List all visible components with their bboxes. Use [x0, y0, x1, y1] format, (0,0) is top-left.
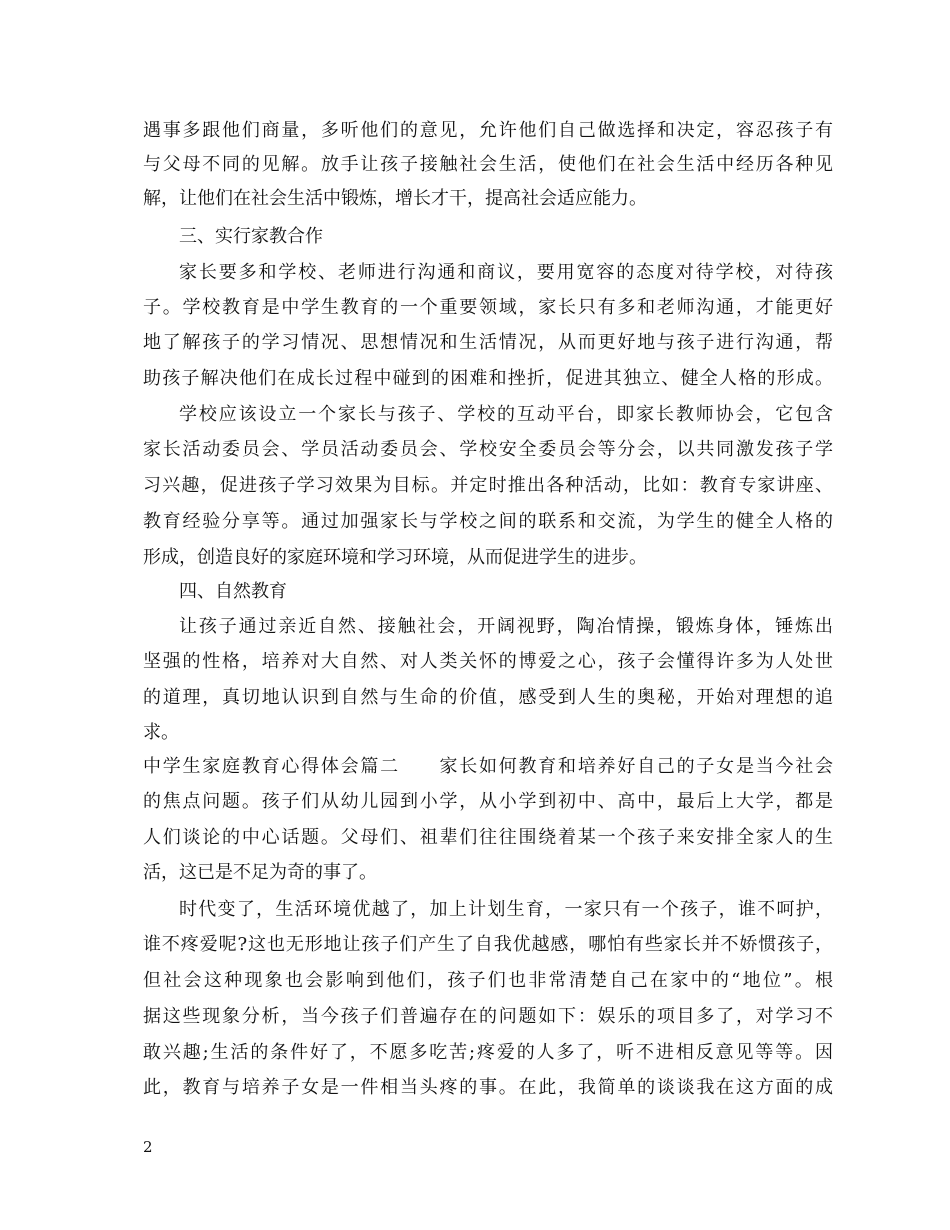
body-text-line: 习兴趣，促进孩子学习效果为目标。并定时推出各种活动，比如：教育专家讲座、 [143, 475, 833, 496]
body-text-line: 谁不疼爱呢?这也无形地让孩子们产生了自我优越感，哪怕有些家长并不娇惯孩子， [143, 934, 833, 955]
body-text-line: 此，教育与培养子女是一件相当头疼的事。在此，我简单的谈谈我在这方面的成 [143, 1077, 833, 1098]
section-heading: 四、自然教育 [179, 581, 287, 602]
body-text-line: 学校应该设立一个家长与孩子、学校的互动平台，即家长教师协会，它包含 [179, 404, 833, 425]
body-text-line: 敢兴趣;生活的条件好了，不愿多吃苦;疼爱的人多了，听不进相反意见等等。因 [143, 1042, 833, 1063]
body-text-line: 家长活动委员会、学员活动委员会、学校安全委员会等分会，以共同激发孩子学 [143, 439, 833, 460]
body-text-line: 中学生家庭教育心得体会篇二 家长如何教育和培养好自己的子女是当今社会 [143, 756, 833, 777]
body-text-line: 时代变了，生活环境优越了，加上计划生育，一家只有一个孩子，谁不呵护， [179, 899, 833, 920]
body-text-line: 求。 [143, 722, 179, 743]
body-text-line: 遇事多跟他们商量，多听他们的意见，允许他们自己做选择和决定，容忍孩子有 [143, 120, 833, 141]
body-text-line: 子。学校教育是中学生教育的一个重要领域，家长只有多和老师沟通，才能更好 [143, 297, 833, 318]
body-text-line: 教育经验分享等。通过加强家长与学校之间的联系和交流，为学生的健全人格的 [143, 511, 833, 532]
body-text-line: 人们谈论的中心话题。父母们、祖辈们往往围绕着某一个孩子来安排全家人的生 [143, 827, 833, 848]
body-text-line: 让孩子通过亲近自然、接触社会，开阔视野，陶冶情操，锻炼身体，锤炼出 [179, 616, 833, 637]
section-heading: 三、实行家教合作 [179, 226, 323, 247]
body-text-line: 但社会这种现象也会影响到他们，孩子们也非常清楚自己在家中的“地位”。根 [143, 970, 833, 991]
body-text-line: 活，这已是不足为奇的事了。 [143, 862, 377, 883]
body-text-line: 地了解孩子的学习情况、思想情况和生活情况，从而更好地与孩子进行沟通，帮 [143, 332, 833, 353]
body-text-line: 解，让他们在社会生活中锻炼，增长才干，提高社会适应能力。 [143, 188, 647, 209]
body-text-line: 的道理，真切地认识到自然与生命的价值，感受到人生的奥秘，开始对理想的追 [143, 687, 833, 708]
body-text-line: 家长要多和学校、老师进行沟通和商议，要用宽容的态度对待学校，对待孩 [179, 262, 833, 283]
body-text-line: 据这些现象分析，当今孩子们普遍存在的问题如下：娱乐的项目多了，对学习不 [143, 1006, 833, 1027]
body-text-line: 坚强的性格，培养对大自然、对人类关怀的博爱之心，孩子会懂得许多为人处世 [143, 651, 833, 672]
body-text-line: 与父母不同的见解。放手让孩子接触社会生活，使他们在社会生活中经历各种见 [143, 154, 833, 175]
page-number: 2 [143, 1138, 153, 1156]
body-text-line: 的焦点问题。孩子们从幼儿园到小学，从小学到初中、高中，最后上大学，都是 [143, 791, 833, 812]
body-text-line: 形成，创造良好的家庭环境和学习环境，从而促进学生的进步。 [143, 547, 647, 568]
body-text-line: 助孩子解决他们在成长过程中碰到的困难和挫折，促进其独立、健全人格的形成。 [143, 368, 833, 389]
